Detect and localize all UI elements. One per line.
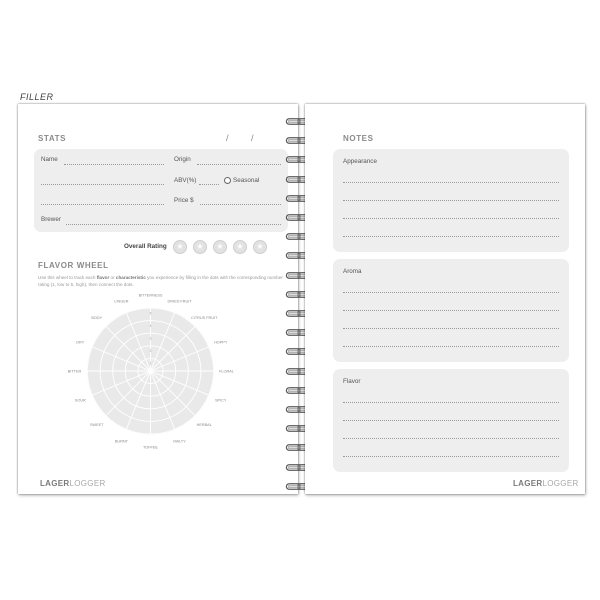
lagerlogger-logo-right: LAGERLOGGER bbox=[513, 479, 579, 488]
brewer-label: Brewer bbox=[41, 216, 61, 223]
wheel-label: FLORAL bbox=[219, 369, 234, 374]
wheel-label: CITRUS FRUIT bbox=[191, 315, 218, 320]
flavor-wheel-description: Use this wheel to track each flavor or characteristic you experience by filling in the dots with the corresponding number rating (1, low to 5, high), then connect the dots. bbox=[38, 275, 283, 287]
price-field[interactable] bbox=[200, 204, 281, 205]
appearance-panel bbox=[333, 149, 569, 252]
name-field[interactable] bbox=[64, 164, 164, 165]
aroma-line-2[interactable] bbox=[343, 310, 559, 311]
name-line-2[interactable] bbox=[41, 184, 164, 185]
appearance-line-1[interactable] bbox=[343, 182, 559, 183]
wheel-label: TOFFEE bbox=[143, 445, 158, 450]
appearance-line-4[interactable] bbox=[343, 236, 559, 237]
flavor-panel bbox=[333, 369, 569, 472]
rating-star-1[interactable]: ★ bbox=[173, 240, 187, 254]
flavor-label: Flavor bbox=[343, 378, 361, 385]
wheel-label: HERBAL bbox=[196, 423, 212, 428]
wheel-ring-number: 1 bbox=[149, 361, 152, 366]
lagerlogger-logo-left: LAGERLOGGER bbox=[40, 479, 106, 488]
aroma-line-1[interactable] bbox=[343, 292, 559, 293]
appearance-line-3[interactable] bbox=[343, 218, 559, 219]
flavor-wheel-title: FLAVOR WHEEL bbox=[38, 261, 109, 270]
flavor-line-3[interactable] bbox=[343, 438, 559, 439]
right-page bbox=[305, 104, 585, 494]
wheel-ring-number: 2 bbox=[149, 349, 152, 354]
wheel-label: DRIED FRUIT bbox=[167, 299, 192, 304]
wheel-label: BITTER bbox=[67, 369, 82, 374]
stats-title: STATS bbox=[38, 134, 67, 143]
wheel-label: DRY bbox=[76, 340, 85, 345]
wheel-label: BURNT bbox=[114, 439, 128, 444]
rating-star-3[interactable]: ★ bbox=[213, 240, 227, 254]
origin-field[interactable] bbox=[197, 164, 281, 165]
wheel-ring-number: 3 bbox=[149, 336, 152, 341]
wheel-label: SOUR bbox=[74, 398, 86, 403]
wheel-label: HOPPY bbox=[214, 340, 228, 345]
aroma-line-4[interactable] bbox=[343, 346, 559, 347]
wheel-label: MALTY bbox=[173, 439, 186, 444]
wheel-label: LINGER bbox=[114, 299, 129, 304]
aroma-panel bbox=[333, 259, 569, 362]
origin-label: Origin bbox=[174, 156, 191, 163]
rating-star-5[interactable]: ★ bbox=[253, 240, 267, 254]
wheel-label: SWEET bbox=[90, 423, 104, 428]
overall-rating-label: Overall Rating bbox=[124, 243, 167, 250]
wheel-label: BITTERNESS bbox=[138, 293, 163, 298]
wheel-label: BODY bbox=[91, 315, 103, 320]
appearance-label: Appearance bbox=[343, 158, 377, 165]
name-label: Name bbox=[41, 156, 58, 163]
brewer-field[interactable] bbox=[66, 224, 281, 225]
name-line-3[interactable] bbox=[41, 204, 164, 205]
notes-title: NOTES bbox=[343, 134, 374, 143]
wheel-ring-number: 5 bbox=[149, 311, 152, 316]
flavor-wheel[interactable] bbox=[58, 289, 243, 474]
stats-panel bbox=[34, 149, 288, 232]
rating-star-4[interactable]: ★ bbox=[233, 240, 247, 254]
wheel-label: SPICY bbox=[215, 398, 227, 403]
flavor-line-4[interactable] bbox=[343, 456, 559, 457]
aroma-line-3[interactable] bbox=[343, 328, 559, 329]
left-page bbox=[18, 104, 298, 494]
wheel-ring-number: 4 bbox=[149, 323, 152, 328]
filler-label: FILLER bbox=[20, 92, 54, 102]
appearance-line-2[interactable] bbox=[343, 200, 559, 201]
seasonal-radio[interactable] bbox=[224, 177, 231, 184]
seasonal-label: Seasonal bbox=[233, 177, 260, 184]
abv-label: ABV(%) bbox=[174, 177, 197, 184]
flavor-line-1[interactable] bbox=[343, 402, 559, 403]
date-slashes: / / bbox=[226, 133, 254, 143]
rating-star-2[interactable]: ★ bbox=[193, 240, 207, 254]
abv-field[interactable] bbox=[199, 184, 219, 185]
flavor-line-2[interactable] bbox=[343, 420, 559, 421]
aroma-label: Aroma bbox=[343, 268, 362, 275]
price-label: Price $ bbox=[174, 197, 194, 204]
